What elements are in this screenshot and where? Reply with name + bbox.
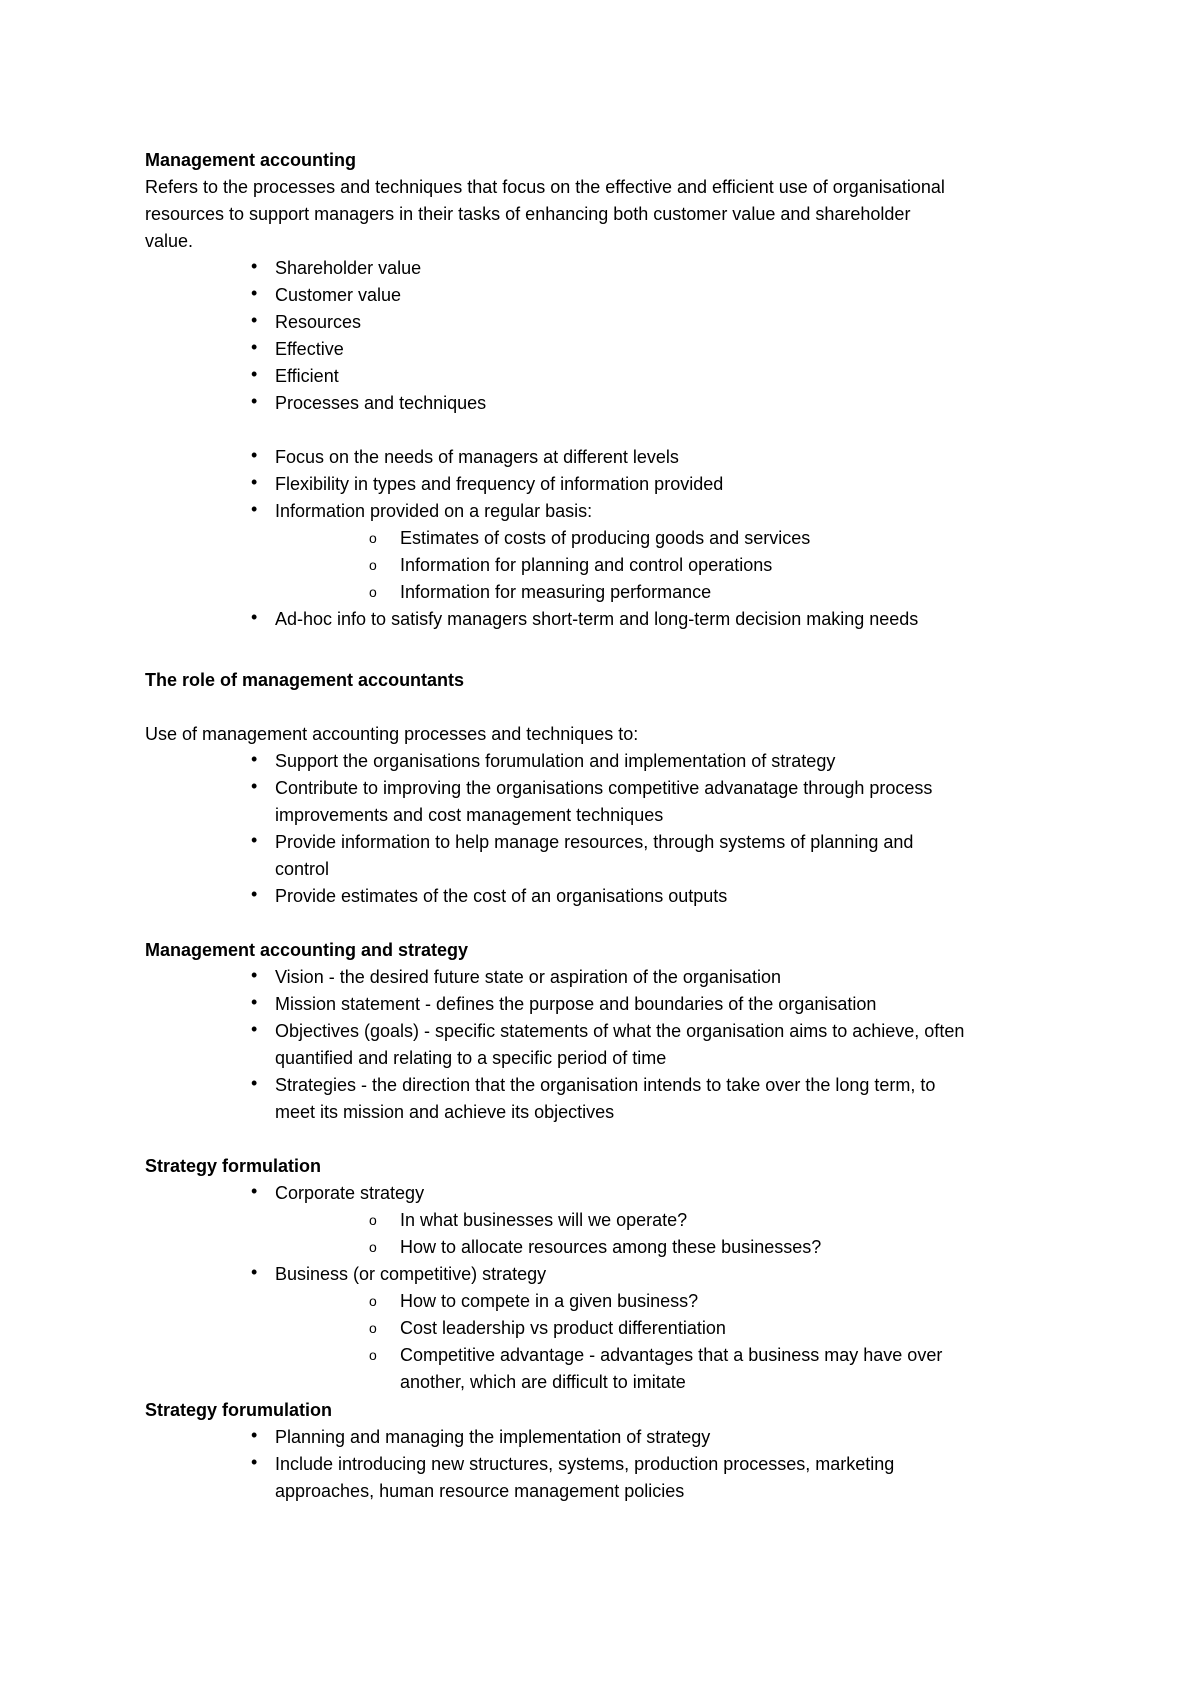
bullet-circle-icon: o	[369, 1347, 377, 1363]
list-item-continuation: quantified and relating to a specific period of time	[275, 1048, 667, 1068]
bullet-dot-icon: •	[251, 337, 258, 357]
paragraph-line: Use of management accounting processes and techniques to:	[145, 724, 639, 744]
bullet-dot-icon: •	[251, 283, 258, 303]
list-item-continuation: improvements and cost management techniques	[275, 805, 664, 825]
list-item: Shareholder value	[275, 258, 422, 278]
sub-list-item: Information for planning and control operations	[400, 555, 773, 575]
bullet-dot-icon: •	[251, 445, 258, 465]
sub-list-item: How to allocate resources among these businesses?	[400, 1237, 822, 1257]
bullet-circle-icon: o	[369, 557, 377, 573]
bullet-dot-icon: •	[251, 830, 258, 850]
bullet-circle-icon: o	[369, 530, 377, 546]
bullet-dot-icon: •	[251, 1262, 258, 1282]
bullet-circle-icon: o	[369, 1320, 377, 1336]
list-item: Include introducing new structures, systems, production processes, marketing	[275, 1454, 895, 1474]
bullet-dot-icon: •	[251, 364, 258, 384]
paragraph-line: resources to support managers in their tasks of enhancing both customer value and shareholder	[145, 204, 911, 224]
list-item: Support the organisations forumulation and implementation of strategy	[275, 751, 836, 771]
bullet-dot-icon: •	[251, 992, 258, 1012]
bullet-circle-icon: o	[369, 1293, 377, 1309]
bullet-circle-icon: o	[369, 584, 377, 600]
bullet-dot-icon: •	[251, 749, 258, 769]
bullet-dot-icon: •	[251, 472, 258, 492]
sub-list-item: Competitive advantage - advantages that a business may have over	[400, 1345, 943, 1365]
sub-list-item-continuation: another, which are difficult to imitate	[400, 1372, 686, 1392]
sub-list-item: How to compete in a given business?	[400, 1291, 699, 1311]
bullet-dot-icon: •	[251, 1425, 258, 1445]
list-item: Resources	[275, 312, 362, 332]
list-item: Effective	[275, 339, 344, 359]
bullet-circle-icon: o	[369, 1212, 377, 1228]
sub-list-item: In what businesses will we operate?	[400, 1210, 688, 1230]
bullet-circle-icon: o	[369, 1239, 377, 1255]
bullet-dot-icon: •	[251, 310, 258, 330]
bullet-dot-icon: •	[251, 499, 258, 519]
list-item: Contribute to improving the organisations competitive advanatage through process	[275, 778, 933, 798]
list-item: Efficient	[275, 366, 339, 386]
bullet-dot-icon: •	[251, 256, 258, 276]
bullet-dot-icon: •	[251, 607, 258, 627]
list-item: Planning and managing the implementation of strategy	[275, 1427, 711, 1447]
bullet-dot-icon: •	[251, 1452, 258, 1472]
paragraph-line: value.	[145, 231, 194, 251]
list-item-continuation: control	[275, 859, 330, 879]
list-item: Corporate strategy	[275, 1183, 425, 1203]
heading-role-of-management-accountants: The role of management accountants	[145, 670, 465, 690]
bullet-dot-icon: •	[251, 1019, 258, 1039]
bullet-dot-icon: •	[251, 884, 258, 904]
heading-management-accounting-and-strategy: Management accounting and strategy	[145, 940, 469, 960]
bullet-dot-icon: •	[251, 965, 258, 985]
list-item: Vision - the desired future state or aspiration of the organisation	[275, 967, 781, 987]
sub-list-item: Cost leadership vs product differentiation	[400, 1318, 726, 1338]
list-item: Provide estimates of the cost of an organisations outputs	[275, 886, 728, 906]
list-item: Ad-hoc info to satisfy managers short-term and long-term decision making needs	[275, 609, 919, 629]
list-item-continuation: meet its mission and achieve its objectives	[275, 1102, 615, 1122]
list-item-continuation: approaches, human resource management policies	[275, 1481, 685, 1501]
sub-list-item: Information for measuring performance	[400, 582, 712, 602]
list-item: Information provided on a regular basis:	[275, 501, 593, 521]
list-item: Mission statement - defines the purpose and boundaries of the organisation	[275, 994, 877, 1014]
bullet-dot-icon: •	[251, 1073, 258, 1093]
heading-strategy-forumulation: Strategy forumulation	[145, 1400, 333, 1420]
list-item: Processes and techniques	[275, 393, 487, 413]
bullet-dot-icon: •	[251, 776, 258, 796]
heading-management-accounting: Management accounting	[145, 150, 357, 170]
list-item: Customer value	[275, 285, 402, 305]
bullet-dot-icon: •	[251, 1181, 258, 1201]
list-item: Provide information to help manage resources, through systems of planning and	[275, 832, 914, 852]
bullet-dot-icon: •	[251, 391, 258, 411]
heading-strategy-formulation: Strategy formulation	[145, 1156, 322, 1176]
list-item: Flexibility in types and frequency of information provided	[275, 474, 724, 494]
list-item: Business (or competitive) strategy	[275, 1264, 547, 1284]
list-item: Strategies - the direction that the organisation intends to take over the long term, to	[275, 1075, 936, 1095]
list-item: Focus on the needs of managers at different levels	[275, 447, 679, 467]
list-item: Objectives (goals) - specific statements of what the organisation aims to achieve, often	[275, 1021, 965, 1041]
sub-list-item: Estimates of costs of producing goods and services	[400, 528, 811, 548]
paragraph-line: Refers to the processes and techniques that focus on the effective and efficient use of organisational	[145, 177, 945, 197]
